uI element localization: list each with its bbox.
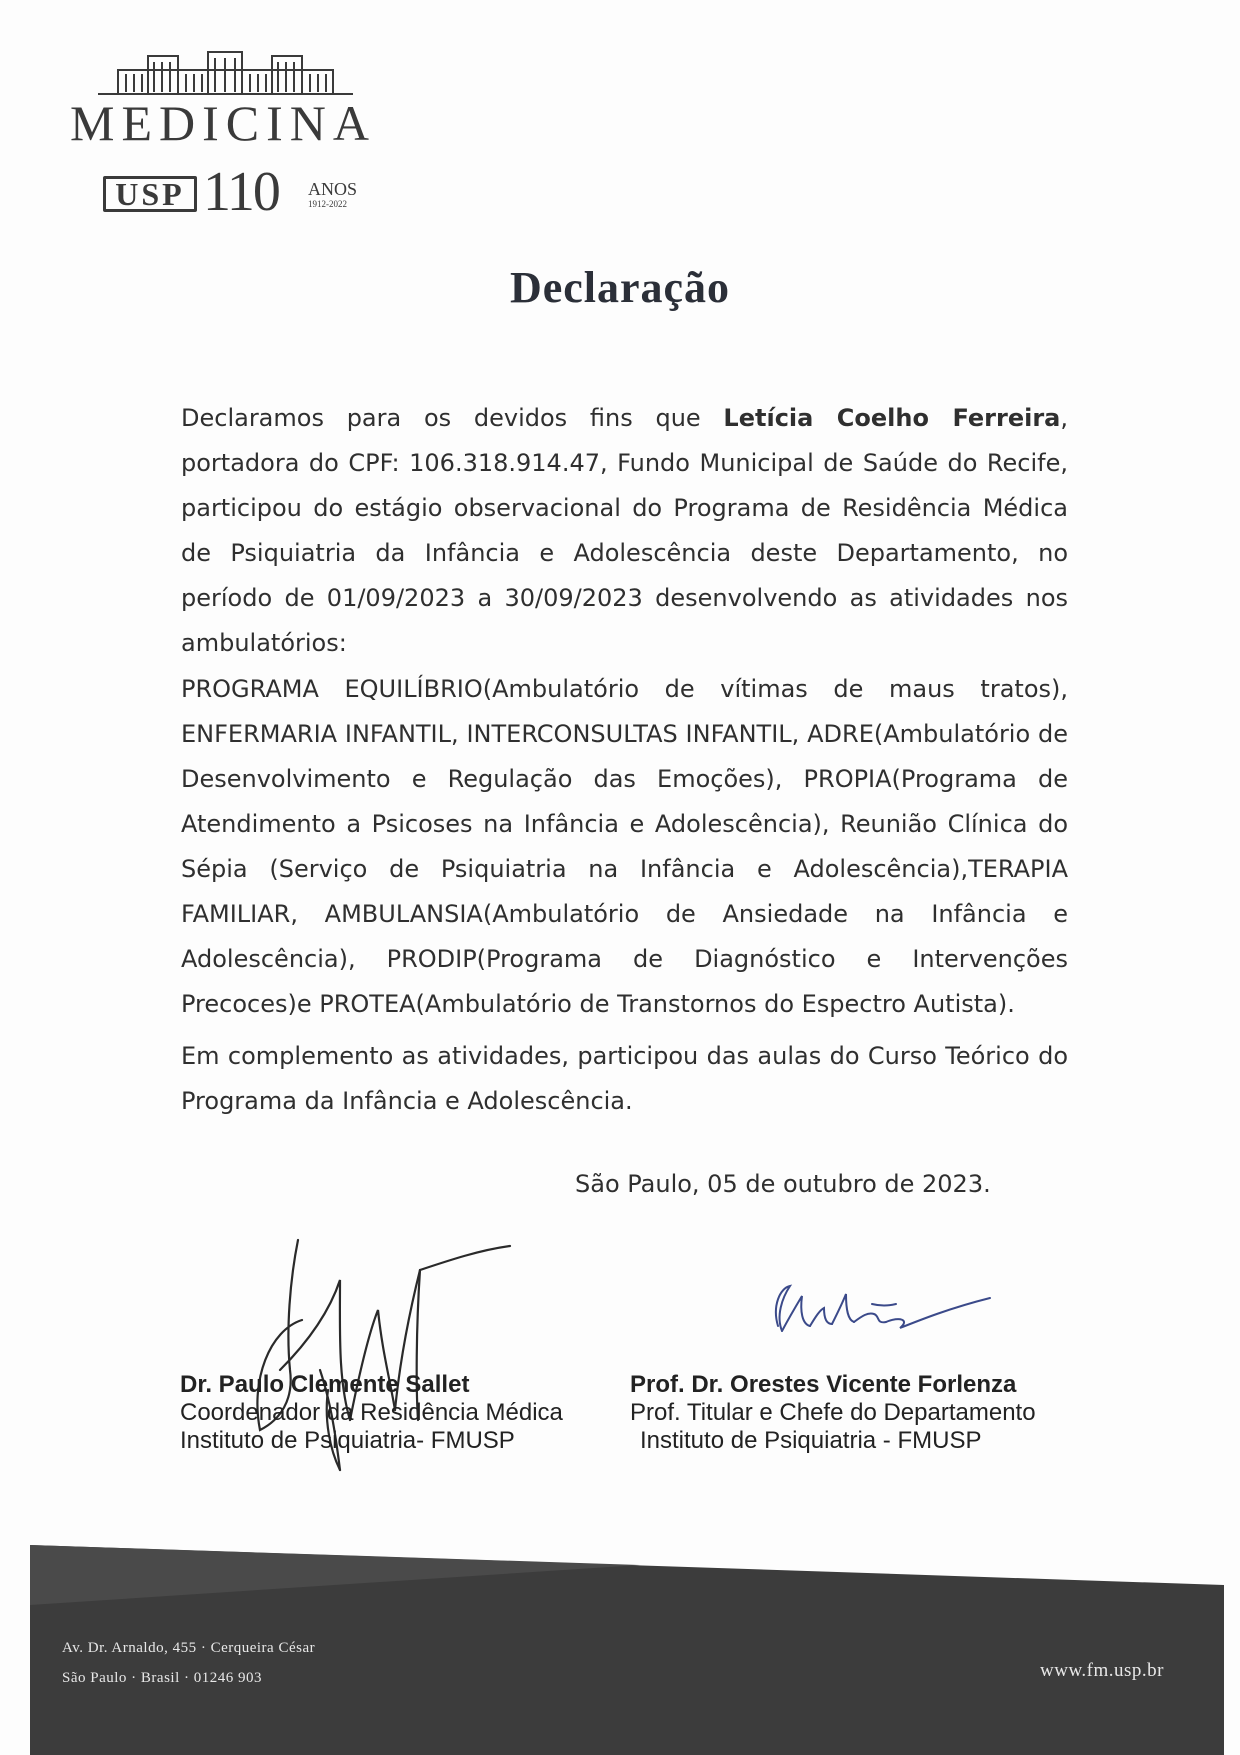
left-signatory xyxy=(180,1371,563,1455)
anos-range: 1912-2022 xyxy=(308,199,347,209)
fmusp-logo xyxy=(58,48,388,228)
intro-prefix: Declaramos para os devidos fins que xyxy=(181,404,724,432)
right-signatory xyxy=(630,1371,1036,1455)
person-name: Letícia Coelho Ferreira xyxy=(723,404,1061,432)
right-signatory-institution: Instituto de Psiquiatria - FMUSP xyxy=(640,1427,982,1454)
declaration-paragraph xyxy=(181,396,1068,666)
building-illustration xyxy=(58,48,388,98)
footer-address-line2: São Paulo · Brasil · 01246 903 xyxy=(62,1670,262,1686)
activities-paragraph xyxy=(181,667,1068,1027)
logo-wordmark: MEDICINA xyxy=(70,95,376,151)
complement-text: Em complemento as atividades, participou das aulas do Curso Teórico do Programa da Infância e Adolescência. xyxy=(181,1042,1068,1115)
usp-mark: USP xyxy=(103,176,197,212)
intro-suffix: , portadora do CPF: 106.318.914.47, Fundo Municipal de Saúde do Recife, participou do estágio observacional do Programa de Residência Médica de Psiquiatria da Infância e Adolescência deste Departamento, no período de 01/09/2023 a 30/09/2023 desenvolvendo as atividades nos ambulatórios: xyxy=(181,404,1068,657)
left-signatory-institution: Instituto de Psiquiatria- FMUSP xyxy=(180,1427,515,1454)
document-title: Declaração xyxy=(509,263,731,312)
left-signatory-role: Coordenador da Residência Médica xyxy=(180,1399,563,1426)
right-signature xyxy=(750,1276,1010,1356)
logo-anniversary xyxy=(103,161,383,240)
footer-website[interactable]: www.fm.usp.br xyxy=(1040,1660,1165,1681)
anos-label: ANOS xyxy=(308,179,358,199)
right-signatory-role: Prof. Titular e Chefe do Departamento xyxy=(630,1399,1036,1426)
footer-address-line1: Av. Dr. Arnaldo, 455 · Cerqueira César xyxy=(62,1640,316,1656)
right-signatory-name: Prof. Dr. Orestes Vicente Forlenza xyxy=(630,1371,1017,1398)
left-signatory-name: Dr. Paulo Clemente Sallet xyxy=(180,1371,470,1398)
activities-text: PROGRAMA EQUILÍBRIO(Ambulatório de vítimas de maus tratos), ENFERMARIA INFANTIL, INTERCONSULTAS INFANTIL, ADRE(Ambulatório de Desenvolvimento e Regulação das Emoções), PROPIA(Programa de Atendimento a Psicoses na Infância e Adolescência), Reunião Clínica do Sépia (Serviço de Psiquiatria na Infância e Adolescência),TERAPIA FAMILIAR, AMBULANSIA(Ambulatório de Ansiedade na Infância e Adolescência), PRODIP(Programa de Diagnóstico e Intervenções Precoces)e PROTEA(Ambulatório de Transtornos do Espectro Autista). xyxy=(181,675,1068,1018)
years-number: 110 xyxy=(203,161,279,223)
complement-paragraph xyxy=(181,1034,1068,1124)
place-date: São Paulo, 05 de outubro de 2023. xyxy=(575,1170,991,1198)
